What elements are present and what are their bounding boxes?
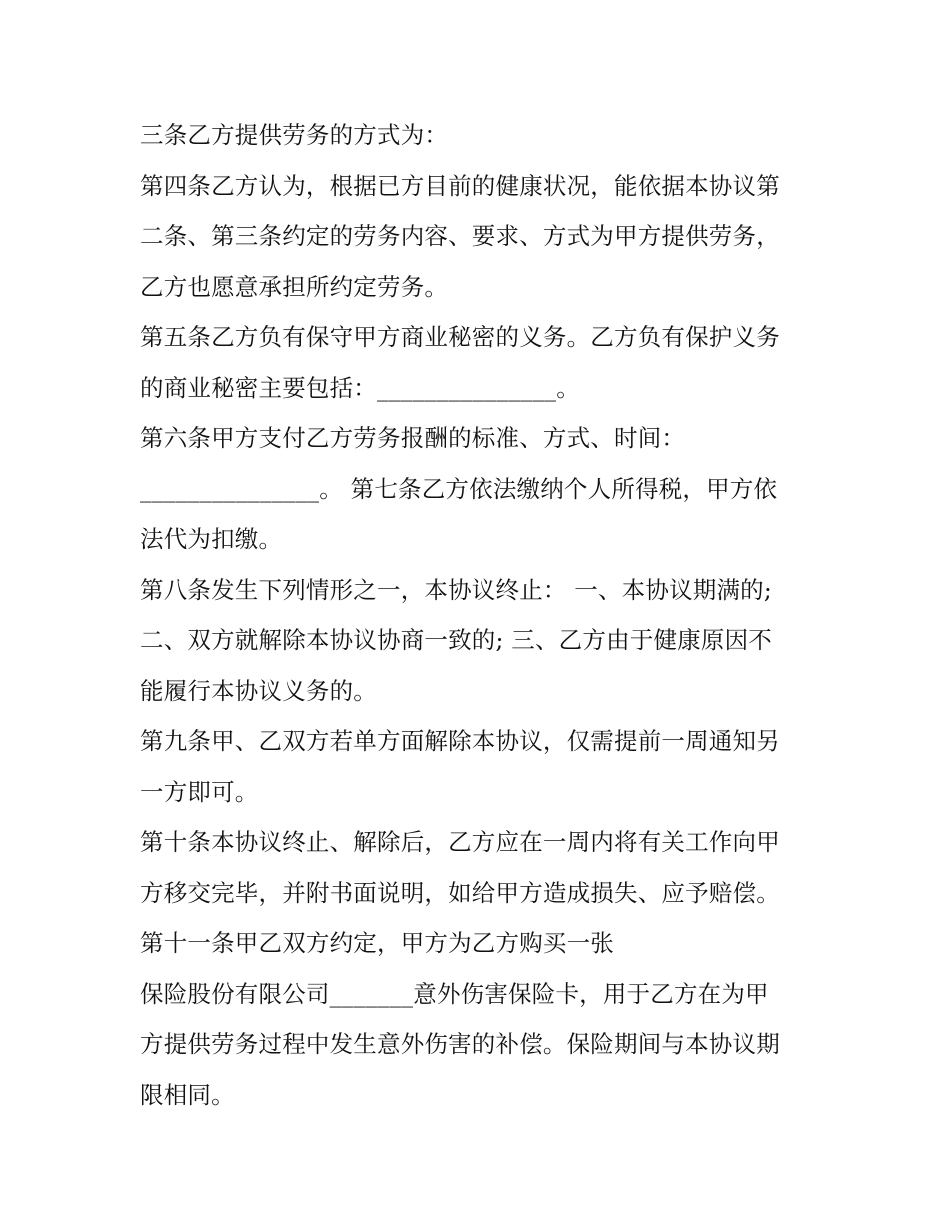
text-line: 保险股份有限公司_______意外伤害保险卡，用于乙方在为甲 bbox=[140, 979, 769, 1008]
text-line: 第五条乙方负有保守甲方商业秘密的义务。乙方负有保护义务 bbox=[140, 323, 780, 351]
text-line: 三条乙方提供劳务的方式为： bbox=[140, 121, 449, 149]
text-line: 第六条甲方支付乙方劳务报酬的标准、方式、时间： bbox=[140, 424, 686, 452]
text-line: 方提供劳务过程中发生意外伤害的补偿。保险期间与本协议期 bbox=[140, 1030, 780, 1058]
text-line: 第八条发生下列情形之一，本协议终止： 一、本协议期满的; bbox=[140, 575, 772, 604]
text-line: 乙方也愿意承担所约定劳务。 bbox=[140, 272, 449, 301]
text-line: _______________。 第七条乙方依法缴纳个人所得税，甲方依 bbox=[140, 474, 778, 503]
text-line: 一方即可。 bbox=[140, 777, 259, 806]
text-line: 方移交完毕，并附书面说明，如给甲方造成损失、应予赔偿。 bbox=[140, 878, 780, 907]
text-line: 法代为扣缴。 bbox=[140, 525, 283, 553]
text-line: 第十条本协议终止、解除后，乙方应在一周内将有关工作向甲 bbox=[140, 828, 780, 856]
text-line: 第四条乙方认为，根据已方目前的健康状况，能依据本协议第 bbox=[140, 171, 780, 200]
text-line: 能履行本协议义务的。 bbox=[140, 676, 377, 705]
text-line: 限相同。 bbox=[140, 1080, 235, 1109]
text-line: 的商业秘密主要包括：_______________。 bbox=[140, 373, 580, 402]
text-line: 二条、第三条约定的劳务内容、要求、方式为甲方提供劳务， bbox=[140, 222, 780, 250]
text-line: 二、双方就解除本协议协商一致的; 三、乙方由于健康原因不 bbox=[140, 626, 772, 654]
document-body bbox=[140, 110, 840, 1120]
text-line: 第十一条甲乙双方约定，甲方为乙方购买一张 bbox=[140, 929, 614, 957]
text-line: 第九条甲、乙双方若单方面解除本协议，仅需提前一周通知另 bbox=[140, 727, 780, 755]
